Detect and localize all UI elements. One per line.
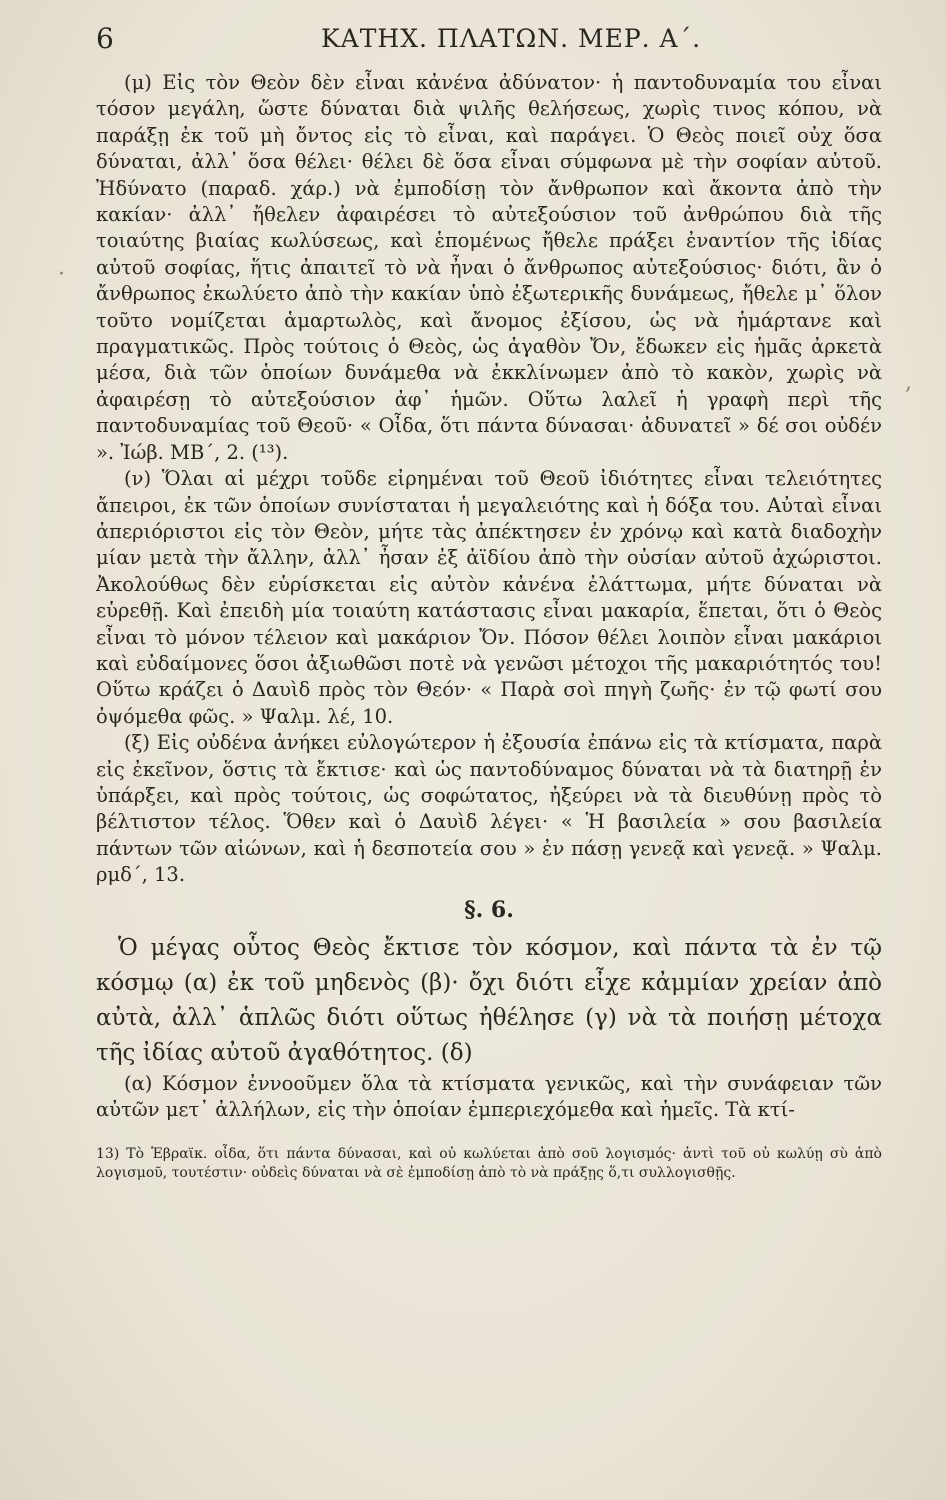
paragraph-nu: (ν) Ὅλαι αἱ μέχρι τοῦδε εἰρημέναι τοῦ Θεοῦ ἰδιότητες εἶναι τελειότητες ἄπειροι, ἐκ τῶν ὁποίων συνίσταται ἡ μεγαλειότης καὶ ἡ δόξα του. Αὐταὶ εἶναι ἀπεριόριστοι εἰς τὸν Θεὸν, μήτε τὰς ἀπέκτησεν ἐν χρόνῳ καὶ κατὰ διαδοχὴν μίαν μετὰ τὴν ἄλλην, ἀλλ᾽ ἦσαν ἐξ ἀϊδίου ἀπὸ τὴν οὐσίαν αὐτοῦ ἀχώριστοι. Ἀκολούθως δὲν εὑρίσκεται εἰς αὐτὸν κἀνένα ἐλάττωμα, μήτε δύναται νὰ εὑρεθῇ. Καὶ ἐπειδὴ μία τοιαύτη κατάστασις εἶναι μακαρία, ἕπεται, ὅτι ὁ Θεὸς εἶναι τὸ μόνον τέλειον καὶ μακάριον Ὄν. Πόσον θέλει λοιπὸν εἶναι μακάριοι καὶ εὐδαίμονες ὅσοι ἀξιωθῶσι ποτὲ νὰ γενῶσι μέτοχοι τῆς μακαριότητός του! Οὕτω κράζει ὁ Δαυὶδ πρὸς τὸν Θεόν· « Παρὰ σοὶ πηγὴ ζωῆς· ἐν τῷ φωτί σου ὀψόμεθα φῶς. » Ψαλμ. λέ, 10. [96, 467, 882, 728]
page-header [96, 16, 886, 66]
page-body [96, 70, 882, 1183]
section-heading: §. 6. [464, 896, 514, 923]
footnote-13: 13) Τὸ Ἑβραϊκ. οἶδα, ὅτι πάντα δύνασαι, καὶ οὐ κωλύεται ἀπὸ σοῦ λογισμός· ἀντὶ τοῦ οὐ κωλύῃ σὺ ἀπὸ λογισμοῦ, τουτέστιν· οὐδεὶς δύναται νὰ σὲ ἐμποδίσῃ ἀπὸ τὸ νὰ πράξῃς ὅ,τι συλλογισθῇς. [96, 1146, 882, 1182]
paragraph-alpha: (α) Κόσμον ἐννοοῦμεν ὅλα τὰ κτίσματα γενικῶς, καὶ τὴν συνάφειαν τῶν αὐτῶν μετ᾽ ἀλλήλων, εἰς τὴν ὁποίαν ἐμπεριεχόμεθα καὶ ἡμεῖς. Τὰ κτί- [96, 1071, 882, 1121]
running-head: ΚΑΤΗΧ. ΠΛΑΤΩΝ. ΜΕΡ. Α΄. [321, 24, 702, 53]
margin-mark-left: · [58, 262, 65, 287]
margin-mark-right: , [905, 370, 912, 395]
paragraph-mu: (μ) Εἰς τὸν Θεὸν δὲν εἶναι κἀνένα ἀδύνατον· ἡ παντοδυναμία του εἶναι τόσον μεγάλη, ὥστε δύναται διὰ ψιλῆς θελήσεως, χωρὶς τινος κόπου, νὰ παράξῃ ἐκ τοῦ μὴ ὄντος εἰς τὸ εἶναι, καὶ παράγει. Ὁ Θεὸς ποιεῖ οὐχ ὅσα δύναται, ἀλλ᾽ ὅσα θέλει· θέλει δὲ ὅσα εἶναι σύμφωνα μὲ τὴν σοφίαν αὐτοῦ. Ἠδύνατο (παραδ. χάρ.) νὰ ἐμποδίσῃ τὸν ἄνθρωπον καὶ ἄκοντα ἀπὸ τὴν κακίαν· ἀλλ᾽ ἤθελεν ἀφαιρέσει τὸ αὐτεξούσιον τοῦ ἀνθρώπου διὰ τῆς τοιαύτης βιαίας κωλύσεως, καὶ ἑπομένως ἤθελε πράξει ἐναντίον τῆς ἰδίας αὐτοῦ σοφίας, ἥτις ἀπαιτεῖ τὸ νὰ ἦναι ὁ ἄνθρωπος αὐτεξούσιος· διότι, ἂν ὁ ἄνθρωπος ἐκωλύετο ἀπὸ τὴν κακίαν ὑπὸ ἐξωτερικῆς δυνάμεως, ἤθελε μ᾽ ὅλον τοῦτο νομίζεται ἁμαρτωλὸς, καὶ ἄνομος ἐξίσου, ὡς νὰ ἡμάρτανε καὶ πραγματικῶς. Πρὸς τούτοις ὁ Θεὸς, ὡς ἀγαθὸν Ὄν, ἔδωκεν εἰς ἡμᾶς ἀρκετὰ μέσα, διὰ τῶν ὁποίων δυνάμεθα νὰ ἐκκλίνωμεν ἀπὸ τὸ κακὸν, χωρὶς νὰ ἀφαιρέσῃ τὸ αὐτεξούσιον ἀφ᾽ ἡμῶν. Οὕτω λαλεῖ ἡ γραφὴ περὶ τῆς παντοδυναμίας τοῦ Θεοῦ· « Οἶδα, ὅτι πάντα δύνασαι· ἀδυνατεῖ » δέ σοι οὐδέν ». Ἰώβ. ΜΒ΄, 2. (¹³). [96, 71, 882, 464]
paragraph-xi: (ξ) Εἰς οὐδένα ἀνήκει εὐλογώτερον ἡ ἐξουσία ἐπάνω εἰς τὰ κτίσματα, παρὰ εἰς ἐκεῖνον, ὅστις τὰ ἔκτισε· καὶ ὡς παντοδύναμος δύναται νὰ τὰ διατηρῇ ἐν ὑπάρξει, καὶ πρὸς τούτοις, ὡς σοφώτατος, ἠξεύρει νὰ τὰ διευθύνῃ πρὸς τὸ βέλτιστον τέλος. Ὅθεν καὶ ὁ Δαυὶδ λέγει· « Ἡ βασιλεία » σου βασιλεία πάντων τῶν αἰώνων, καὶ ἡ δεσποτεία σου » ἐν πάσῃ γενεᾷ καὶ γενεᾷ. » Ψαλμ. ρμδ΄, 13. [96, 731, 882, 887]
section-lead-text: Ὁ μέγας οὗτος Θεὸς ἔκτισε τὸν κόσμον, καὶ πάντα τὰ ἐν τῷ κόσμῳ (α) ἐκ τοῦ μηδενὸς (β)· ὄχι διότι εἶχε κἀμμίαν χρείαν ἀπὸ αὐτὰ, ἀλλ᾽ ἁπλῶς διότι οὕτως ἠθέλησε (γ) νὰ τὰ ποιήσῃ μέτοχα τῆς ἰδίας αὐτοῦ ἀγαθότητος. (δ) [96, 934, 882, 1066]
page-number: 6 [96, 22, 114, 55]
